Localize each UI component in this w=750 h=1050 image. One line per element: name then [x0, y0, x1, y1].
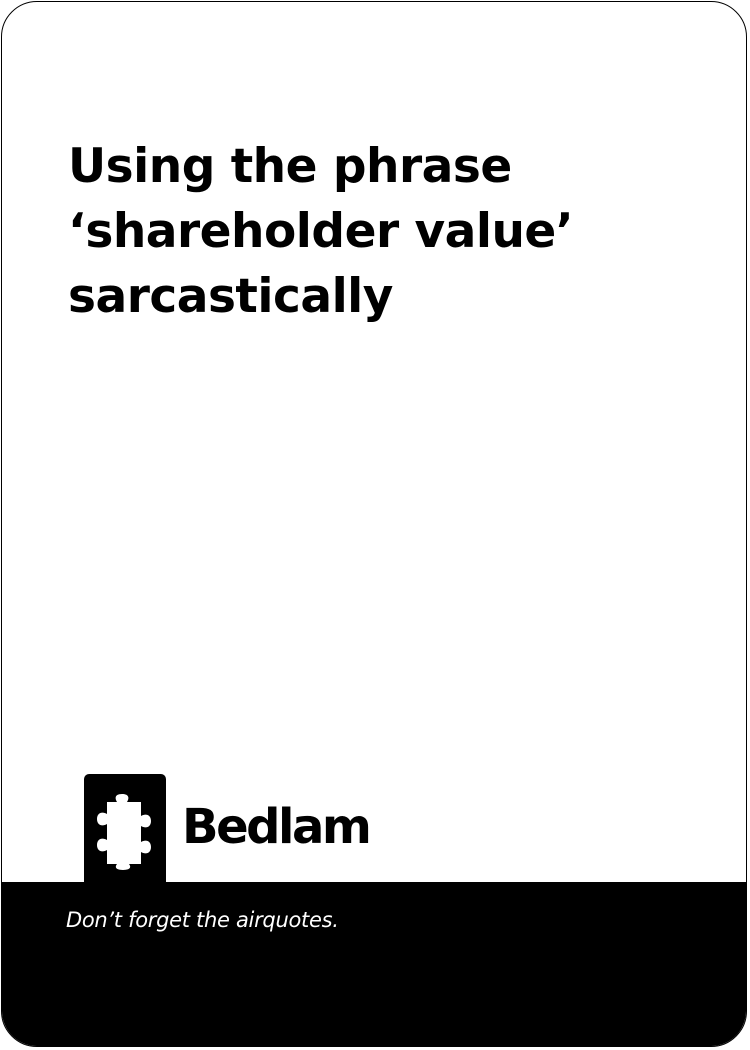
puzzle-piece-icon — [93, 794, 157, 870]
card-title — [68, 134, 708, 329]
card-footer — [2, 882, 746, 1047]
brand-logo-mark — [84, 774, 166, 886]
card-title-line-2: ‘shareholder value’ — [68, 204, 574, 259]
brand-wordmark: Bedlam — [182, 799, 370, 855]
card-title-line-3: sarcastically — [68, 269, 393, 324]
card — [1, 1, 747, 1047]
card-tagline: Don’t forget the airquotes. — [66, 908, 339, 932]
card-title-line-1: Using the phrase — [68, 139, 512, 194]
